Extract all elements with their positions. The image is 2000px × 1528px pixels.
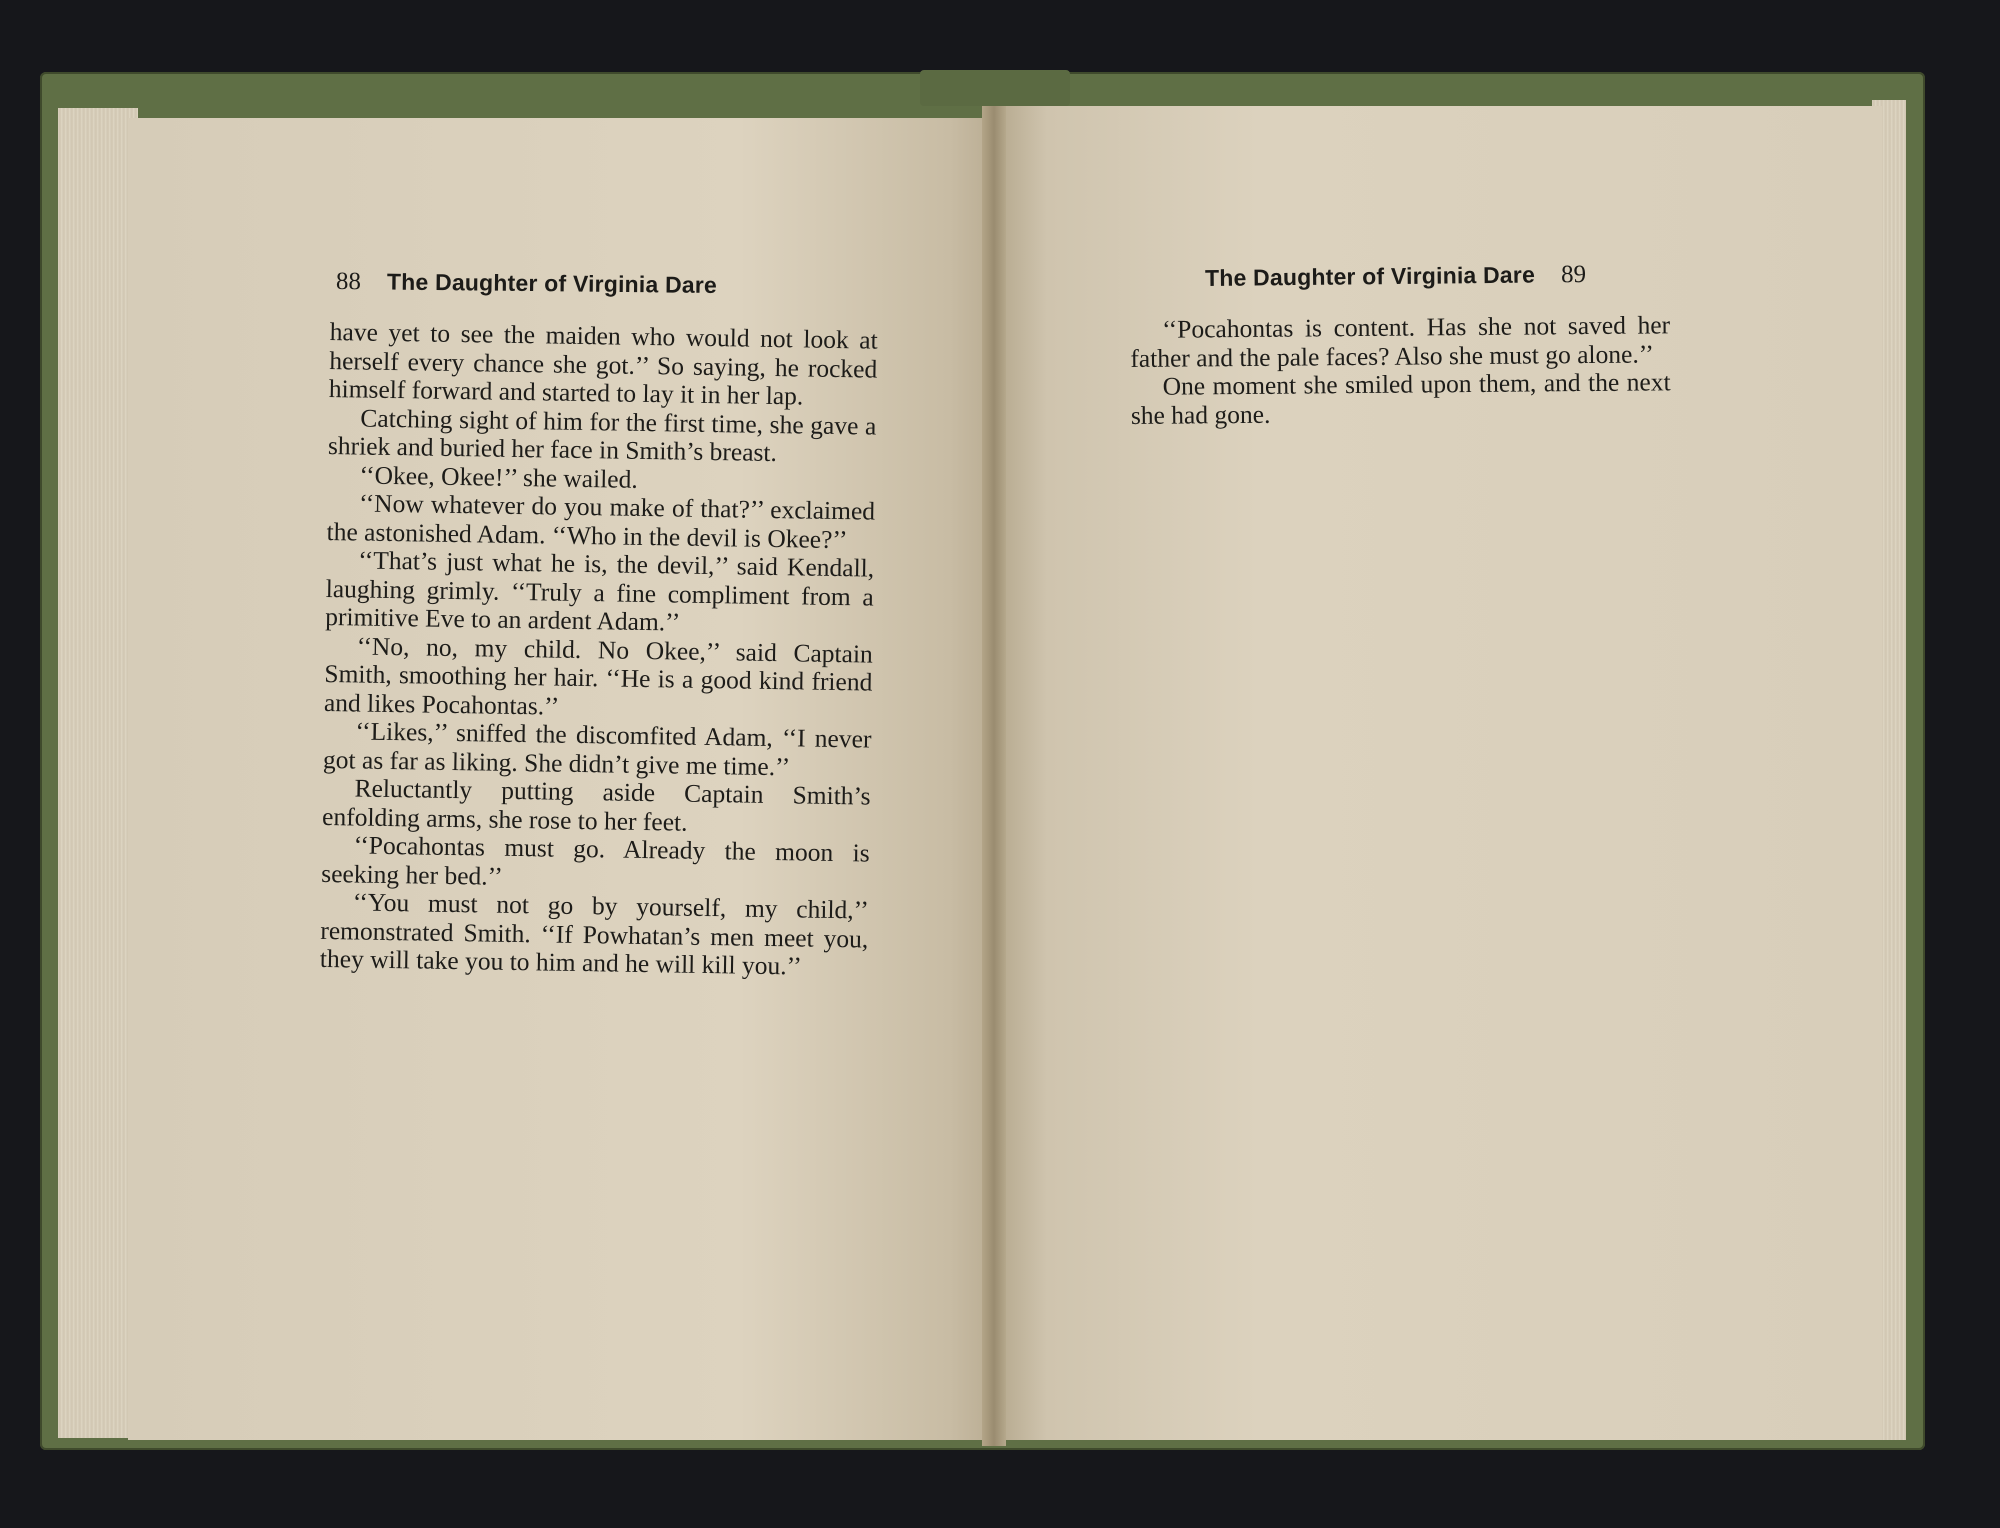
paragraph: ‘‘Now whatever do you make of that?’’ exclaimed the astonished Adam. ‘‘Who in the devil is Okee?’’ — [326, 488, 876, 554]
right-running-title: The Daughter of Virginia Dare — [1204, 261, 1536, 291]
paragraph: ‘‘Likes,’’ sniffed the discomfited Adam, ‘‘I never got as far as liking. She didn’t give me time.’’ — [322, 716, 872, 781]
paragraph: One moment she smiled upon them, and the next she had gone. — [1130, 367, 1671, 430]
left-page-body — [320, 318, 878, 982]
paragraph: Reluctantly putting aside Captain Smith’s enfolding arms, she rose to her feet. — [321, 773, 871, 837]
left-running-title: The Daughter of Virginia Dare — [386, 268, 718, 298]
paragraph: ‘‘Pocahontas is content. Has she not saved her father and the pale faces? Also she must go alone.’’ — [1130, 310, 1671, 373]
left-page-block-edge — [58, 108, 138, 1438]
book-gutter — [982, 106, 1006, 1446]
paragraph: ‘‘No, no, my child. No Okee,’’ said Captain Smith, smoothing her hair. ‘‘He is a good kind friend and likes Pocahontas.’’ — [323, 630, 874, 721]
right-page-header — [1205, 261, 1586, 293]
left-page-number: 88 — [335, 268, 362, 296]
left-page-header — [336, 268, 717, 300]
paragraph: have yet to see the maiden who would not look at herself every chance she got.’’ So saying, he rocked himself forward and started to lay it in her lap. — [328, 317, 878, 411]
right-page — [994, 106, 1882, 1440]
right-page-number: 89 — [1560, 261, 1587, 289]
paragraph: Catching sight of him for the first time, she gave a shriek and buried her face in Smith’s breast. — [327, 402, 877, 468]
paragraph: ‘‘Pocahontas must go. Already the moon is seeking her bed.’’ — [321, 830, 870, 891]
paragraph: ‘‘Okee, Okee!’’ she wailed. — [359, 459, 638, 494]
paragraph: ‘‘You must not go by yourself, my child,’’ remonstrated Smith. ‘‘If Powhatan’s men meet you, they will take you to him and he will kill you.’’ — [319, 887, 869, 981]
right-page-body — [1130, 311, 1671, 430]
book-spine-top — [920, 70, 1070, 106]
paragraph: ‘‘That’s just what he is, the devil,’’ said Kendall, laughing grimly. ‘‘Truly a fine compliment from a primitive Eve to an ardent Adam.’’ — [325, 545, 875, 637]
